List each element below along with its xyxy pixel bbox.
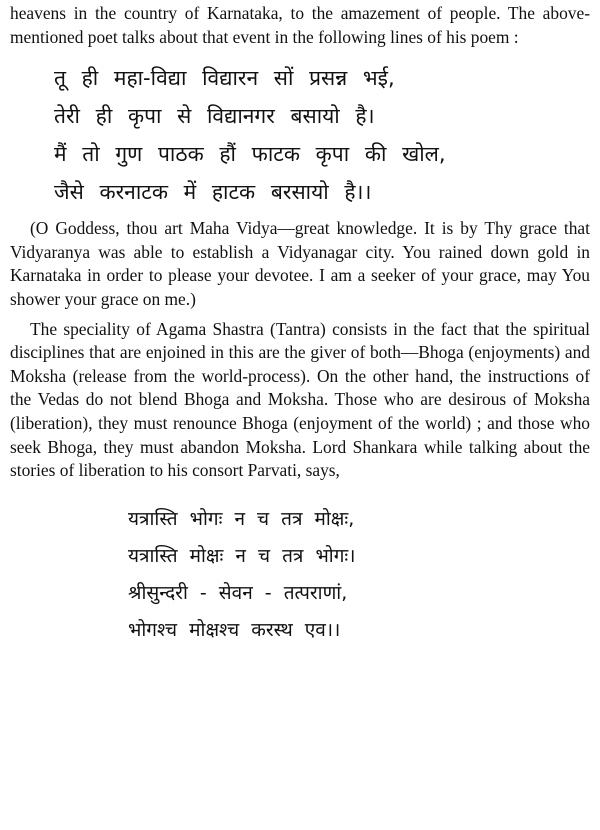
verse-line: यत्रास्ति भोगः न च तत्र मोक्षः,: [128, 507, 355, 530]
hindi-verse: [10, 59, 590, 211]
verse-line: तेरी ही कृपा से विद्यानगर बसायो है।: [54, 104, 375, 129]
verse-line: यत्रास्ति मोक्षः न च तत्र भोगः।: [128, 544, 356, 567]
verse-line: जैसे करनाटक में हाटक बरसायो है।।: [54, 180, 372, 205]
translation-paragraph: (O Goddess, thou art Maha Vidya—great knowledge. It is by Thy grace that Vidyaranya was able to establish a Vidyanagar city. You rained down gold in Karnataka in order to please your devotee. I am a seeker of your grace, may You shower your grace on me.): [10, 218, 590, 309]
verse-line: भोगश्च मोक्षश्च करस्थ एव।।: [128, 618, 341, 641]
verse-line: श्रीसुन्दरी - सेवन - तत्पराणां,: [128, 581, 348, 604]
agama-paragraph: The speciality of Agama Shastra (Tantra) consists in the fact that the spiritual disciplines that are enjoined in this are the giver of both—Bhoga (enjoyments) and Moksha (release from the world-process). On the other hand, the instructions of the Vedas do not blend Bhoga and Moksha. Those who are desirous of Moksha (liberation), they must renounce Bhoga (enjoyment of the world) ; and those who seek Bhoga, they must abandon Moksha. Lord Shankara while talking about the stories of liberation to his consort Parvati, says,: [10, 318, 590, 481]
verse-line: तू ही महा-विद्या विद्यारन सों प्रसन्न भई,: [54, 66, 395, 91]
verse-line: मैं तो गुण पाठक हौं फाटक कृपा की खोल,: [54, 142, 446, 167]
intro-paragraph: heavens in the country of Karnataka, to the amazement of people. The above-mentioned poet talks about that event in the following lines of his poem :: [10, 3, 590, 47]
sanskrit-verse: [10, 501, 590, 649]
